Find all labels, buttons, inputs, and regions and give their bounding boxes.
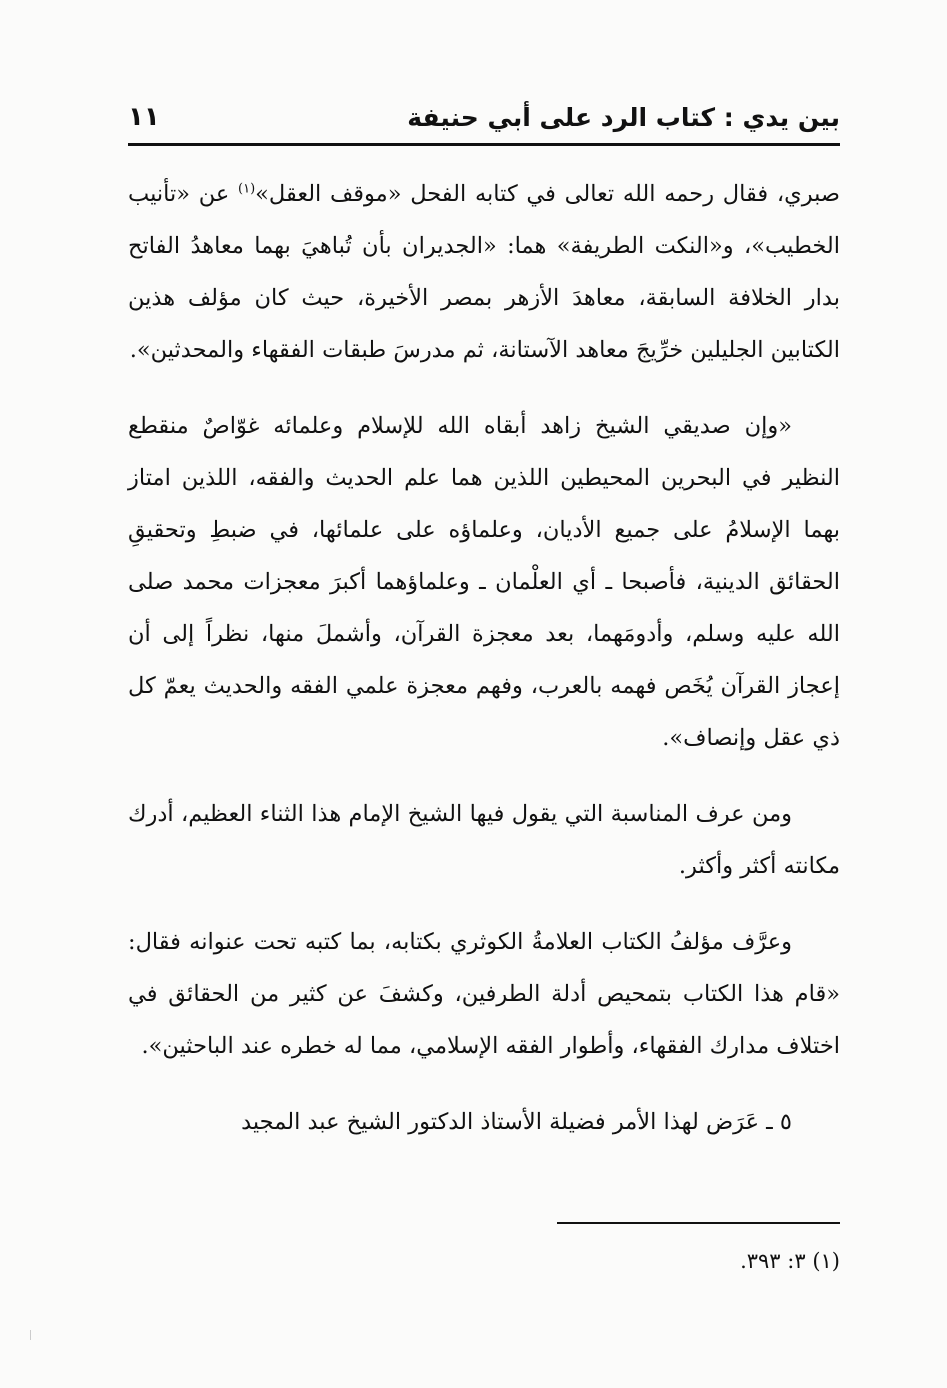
running-header — [128, 88, 840, 132]
paragraph-1-text-after-ref: عن «تأنيب الخطيب»، و«النكت الطريفة» هما: «الجديران بأن تُباهيَ بهما معاهدُ الفاتح بدار الخلافة السابقة، معاهدَ الأزهر بمصر الأخيرة، حيث كان مؤلف هذين الكتابين الجليلين خرِّيجَ معاهد الآستانة، ثم مدرسَ طبقات الفقهاء والمحدثين». — [128, 181, 840, 363]
running-title: بين يدي : كتاب الرد على أبي حنيفة — [407, 103, 840, 132]
paragraph-5: ٥ ـ عَرَض لهذا الأمر فضيلة الأستاذ الدكتور الشيخ عبد المجيد — [241, 1109, 792, 1135]
paragraph-2: «وإن صديقي الشيخ زاهد أبقاه الله للإسلام وعلمائه غوّاصٌ منقطع النظير في البحرين المحيطين اللذين هما علم الحديث والفقه، اللذين امتاز بهما الإسلامُ على جميع الأديان، وعلماؤه على علمائها، في ضبطِ وتحقيقِ الحقائق الدينية، فأصبحا ـ أي العلْمان ـ وعلماؤهما أكبرَ معجزات محمد صلى الله عليه وسلم، وأدومَهما، بعد معجزة القرآن، وأشملَ منها، نظراً إلى أن إعجاز القرآن يُخَص فهمه بالعرب، وفهم معجزة علمي الفقه والحديث يعمّ كل ذي عقل وإنصاف». — [128, 413, 840, 751]
body-text — [128, 168, 840, 1172]
footnote-rule — [557, 1222, 840, 1224]
paragraph-3: ومن عرف المناسبة التي يقول فيها الشيخ الإمام هذا الثناء العظيم، أدرك مكانته أكثر وأكثر. — [128, 801, 840, 879]
paragraph-1 — [128, 168, 840, 376]
paragraph-4: وعرَّف مؤلفُ الكتاب العلامةُ الكوثري بكتابه، بما كتبه تحت عنوانه فقال: «قام هذا الكتاب بتمحيص أدلة الطرفين، وكشفَ عن كثير من الحقائق في اختلاف مدارك الفقهاء، وأطوار الفقه الإسلامي، مما له خطره عند الباحثين». — [128, 929, 840, 1059]
footnote-reference: (١) — [238, 181, 256, 197]
header-rule — [128, 143, 840, 146]
page-number: ١١ — [128, 102, 160, 132]
footnote: (١) ٣: ٣٩٣. — [740, 1249, 840, 1273]
paragraph-1-text-before-ref: صبري، فقال رحمه الله تعالى في كتابه الفحل «موقف العقل» — [255, 181, 840, 207]
scan-edge-mark — [30, 1330, 39, 1340]
